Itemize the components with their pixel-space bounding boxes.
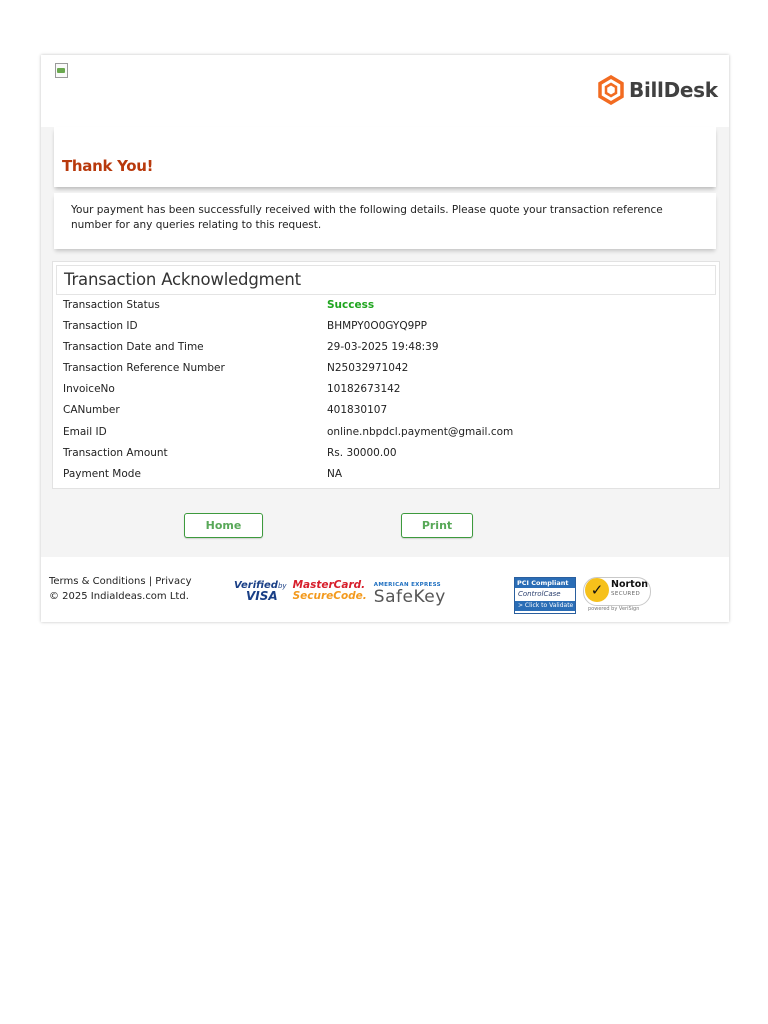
mastercard-text: MasterCard. bbox=[292, 579, 366, 591]
billdesk-logo-icon bbox=[597, 75, 625, 105]
transaction-title: Transaction Acknowledgment bbox=[64, 270, 301, 289]
norton-secured-text: SECURED bbox=[611, 591, 641, 597]
row-value: N25032971042 bbox=[327, 362, 409, 375]
row-value: NA bbox=[327, 467, 343, 480]
footer-separator: | bbox=[148, 576, 153, 587]
billdesk-logo bbox=[597, 75, 718, 105]
safekey-text: SafeKey bbox=[373, 587, 446, 607]
table-row bbox=[53, 380, 719, 401]
payment-receipt-card bbox=[41, 55, 729, 622]
row-label: Payment Mode bbox=[63, 467, 141, 480]
verified-text: Verified bbox=[234, 580, 278, 591]
verified-by-text: by bbox=[277, 582, 287, 590]
logo-text: BillDesk bbox=[629, 78, 718, 102]
row-value: online.nbpdcl.payment@gmail.com bbox=[327, 425, 514, 438]
norton-text: Norton bbox=[611, 579, 648, 590]
row-value: 29-03-2025 19:48:39 bbox=[327, 341, 439, 354]
verified-by-visa-logo bbox=[234, 581, 287, 601]
securecode-text: SecureCode. bbox=[292, 590, 367, 602]
home-button[interactable]: Home bbox=[184, 513, 263, 538]
transaction-title-bar bbox=[56, 265, 716, 295]
copyright: © 2025 IndiaIdeas.com Ltd. bbox=[49, 591, 189, 602]
row-value: BHMPY0O0GYQ9PP bbox=[327, 320, 427, 333]
mastercard-securecode-logo bbox=[293, 580, 367, 602]
transaction-acknowledgment-panel bbox=[52, 261, 720, 489]
row-label: CANumber bbox=[63, 404, 120, 417]
row-value: 401830107 bbox=[327, 404, 388, 417]
click-to-validate-text: > Click to Validate bbox=[515, 601, 575, 611]
norton-secured-badge[interactable] bbox=[583, 575, 651, 615]
table-row bbox=[53, 465, 719, 486]
confirmation-message: Your payment has been successfully received with the following details. Please quote your transaction reference number for any queries relating to this request. bbox=[71, 204, 663, 231]
pci-compliant-badge[interactable] bbox=[514, 577, 576, 614]
row-label: Email ID bbox=[63, 425, 107, 438]
amex-text: AMERICAN EXPRESS bbox=[373, 582, 441, 588]
checkmark-icon: ✓ bbox=[585, 578, 609, 602]
table-row bbox=[53, 444, 719, 465]
row-label: Transaction Status bbox=[63, 299, 160, 311]
privacy-link[interactable]: Privacy bbox=[155, 576, 192, 587]
row-label: Transaction Amount bbox=[63, 446, 168, 459]
transaction-details bbox=[53, 296, 719, 486]
row-label: Transaction ID bbox=[63, 320, 138, 333]
thankyou-section bbox=[54, 127, 716, 187]
row-value: Rs. 30000.00 bbox=[327, 446, 397, 459]
print-button[interactable]: Print bbox=[401, 513, 473, 538]
visa-text: VISA bbox=[246, 589, 278, 603]
table-row bbox=[53, 359, 719, 380]
header bbox=[41, 55, 729, 127]
amex-safekey-logo bbox=[373, 579, 446, 607]
terms-link[interactable]: Terms & Conditions bbox=[49, 576, 146, 587]
table-row bbox=[53, 401, 719, 422]
row-value: 10182673142 bbox=[327, 383, 401, 396]
payment-security-badges bbox=[234, 579, 446, 607]
thankyou-title: Thank You! bbox=[62, 157, 154, 175]
row-label: Transaction Date and Time bbox=[63, 341, 204, 354]
broken-image-icon bbox=[54, 63, 68, 77]
row-label: InvoiceNo bbox=[63, 383, 115, 396]
table-row bbox=[53, 296, 719, 317]
table-row bbox=[53, 317, 719, 338]
pci-compliant-text: PCI Compliant bbox=[515, 578, 575, 588]
footer-links bbox=[49, 574, 192, 604]
controlcase-text: ControlCase bbox=[518, 590, 561, 598]
confirmation-message-box bbox=[54, 193, 716, 249]
status-value: Success bbox=[327, 299, 375, 311]
table-row bbox=[53, 423, 719, 444]
row-label: Transaction Reference Number bbox=[63, 362, 225, 375]
table-row bbox=[53, 338, 719, 359]
powered-by-verisign-text: powered by VeriSign bbox=[588, 606, 640, 612]
